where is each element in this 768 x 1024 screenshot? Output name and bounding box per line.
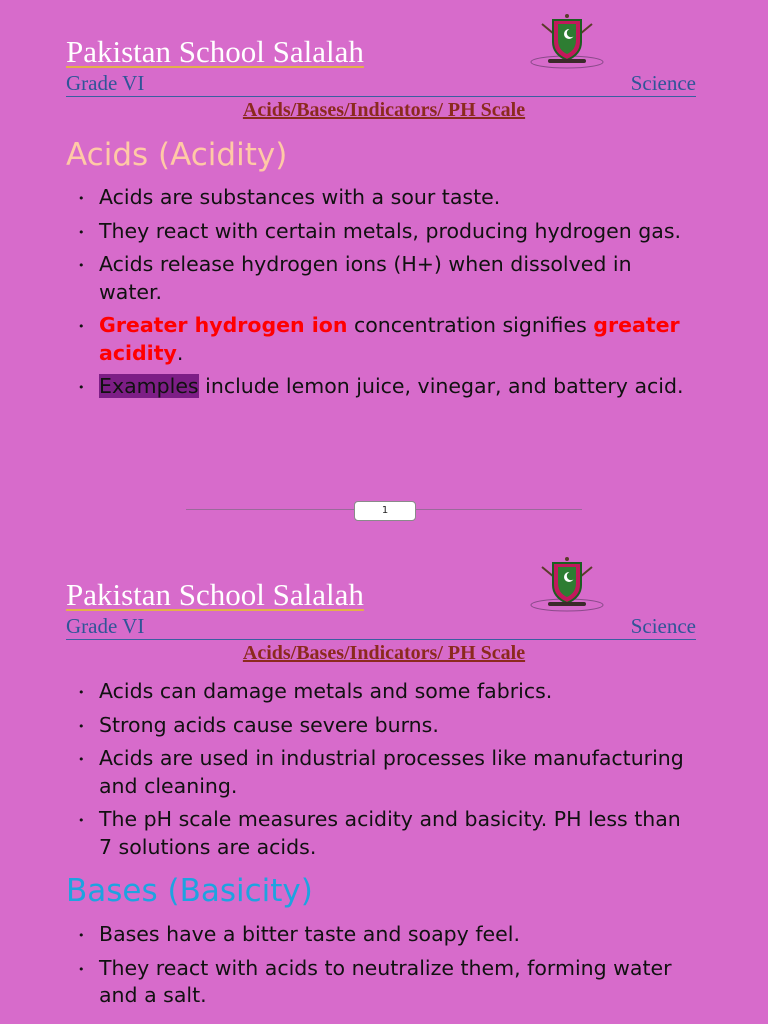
- school-crest-icon: [528, 553, 606, 615]
- grade-subject-line: [66, 72, 696, 97]
- list-item: • Acids release hydrogen ions (H+) when dissolved in water.: [66, 251, 686, 306]
- school-title: Pakistan School Salalah: [66, 577, 364, 612]
- list-item: • Acids are substances with a sour taste.: [66, 184, 686, 212]
- list-item: • Acids can damage metals and some fabrics.: [66, 678, 686, 706]
- subject-label: Science: [630, 71, 696, 95]
- grade-subject-line: [66, 615, 696, 640]
- plain-text: include lemon juice, vinegar, and battery acid.: [198, 374, 684, 398]
- list-item: [66, 373, 686, 401]
- document-page-1: [0, 0, 768, 490]
- grade-label: Grade VI: [66, 614, 145, 638]
- acids-bullet-list: [66, 184, 686, 401]
- bases-bullet-list: [66, 921, 686, 1010]
- list-item: • Strong acids cause severe burns.: [66, 712, 686, 740]
- acids-heading: Acids (Acidity): [66, 137, 288, 173]
- list-item: • Acids are used in industrial processes like manufacturing and cleaning.: [66, 745, 686, 800]
- acids-bullet-list: [66, 678, 686, 861]
- list-item: • The pH scale measures acidity and basicity. PH less than 7 solutions are acids.: [66, 806, 686, 861]
- plain-text: concentration signifies: [347, 313, 594, 337]
- school-title: Pakistan School Salalah: [66, 34, 364, 69]
- plain-text: .: [176, 340, 184, 365]
- document-page-2: [0, 543, 768, 1024]
- list-item: • Bases have a bitter taste and soapy feel.: [66, 921, 686, 949]
- bases-heading: Bases (Basicity): [66, 873, 313, 909]
- subject-label: Science: [630, 614, 696, 638]
- highlighted-text: Examples: [99, 374, 199, 398]
- page-number-badge[interactable]: 1: [354, 501, 416, 521]
- list-item: [66, 312, 686, 367]
- list-item: • They react with certain metals, producing hydrogen gas.: [66, 218, 686, 246]
- emphasis-text: greater acidity: [99, 313, 680, 365]
- school-crest-icon: [528, 10, 606, 72]
- grade-label: Grade VI: [66, 71, 145, 95]
- topic-title: Acids/Bases/Indicators/ PH Scale: [242, 642, 526, 664]
- topic-title: Acids/Bases/Indicators/ PH Scale: [242, 99, 526, 121]
- emphasis-text: Greater hydrogen ion: [99, 313, 348, 337]
- list-item: • They react with acids to neutralize them, forming water and a salt.: [66, 955, 686, 1010]
